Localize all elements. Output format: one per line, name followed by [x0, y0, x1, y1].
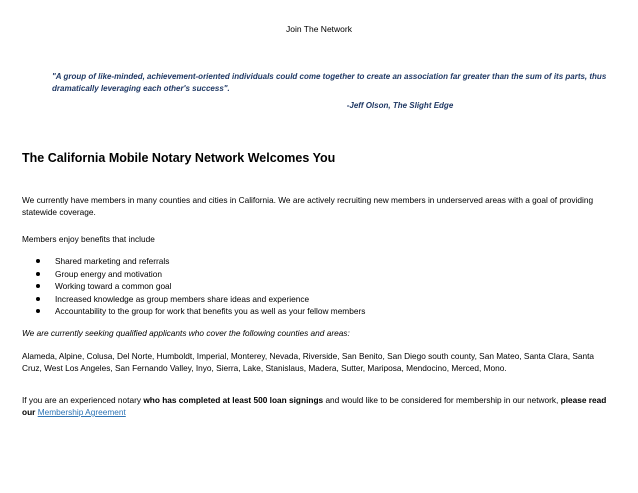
intro-paragraph: We currently have members in many counties and cities in California. We are actively recruiting new members in underserved areas with a goal of providing statewide coverage.	[22, 195, 594, 217]
quote-text: "A group of like-minded, achievement-oriented individuals could come together to create an association far greater than the sum of its parts, thus dramatically leveraging each other's success".	[52, 72, 607, 93]
closing-paragraph	[22, 394, 612, 418]
benefit-text: Increased knowledge as group members share ideas and experience	[55, 293, 310, 304]
bullet-icon	[36, 272, 40, 276]
list-item	[22, 280, 365, 293]
list-item	[22, 293, 365, 306]
closing-text: and would like to be considered for membership in our network,	[323, 395, 561, 405]
benefits-list	[22, 255, 365, 318]
bullet-icon	[36, 259, 40, 263]
page-header: Join The Network	[286, 24, 352, 34]
please-read-text: please read our	[22, 395, 607, 417]
closing-text: If you are an experienced notary	[22, 395, 144, 405]
list-item	[22, 255, 365, 268]
quote-attribution: -Jeff Olson, The Slight Edge	[346, 101, 454, 110]
benefit-text: Working toward a common goal	[55, 281, 172, 291]
benefit-text: Shared marketing and referrals	[55, 256, 170, 266]
bullet-icon	[36, 284, 40, 288]
membership-agreement-link[interactable]: Membership Agreement	[37, 407, 126, 417]
counties-list: Alameda, Alpine, Colusa, Del Norte, Humboldt, Imperial, Monterey, Nevada, Riverside, San Benito, San Diego south county, San Mateo, Santa Clara, Santa Cruz, West Los Angeles, San Fernando Valley, Inyo, Sierra, Lake, Stanislaus, Madera, Sutter, Mariposa, Mendocino, Merced, Mono.	[22, 351, 595, 373]
bullet-icon	[36, 297, 40, 301]
benefit-text: Accountability to the group for work that benefits you as well as your fellow members	[55, 306, 366, 316]
benefits-intro: Members enjoy benefits that include	[22, 234, 155, 244]
bullet-icon	[36, 309, 40, 313]
benefit-text: Group energy and motivation	[55, 268, 163, 279]
seeking-statement: We are currently seeking qualified applicants who cover the following counties and areas:	[22, 328, 350, 338]
list-item	[22, 305, 365, 318]
list-item	[22, 268, 365, 281]
page-title: The California Mobile Notary Network Welcomes You	[22, 151, 336, 165]
loan-signings-requirement: who has completed at least 500 loan signings	[143, 395, 324, 405]
